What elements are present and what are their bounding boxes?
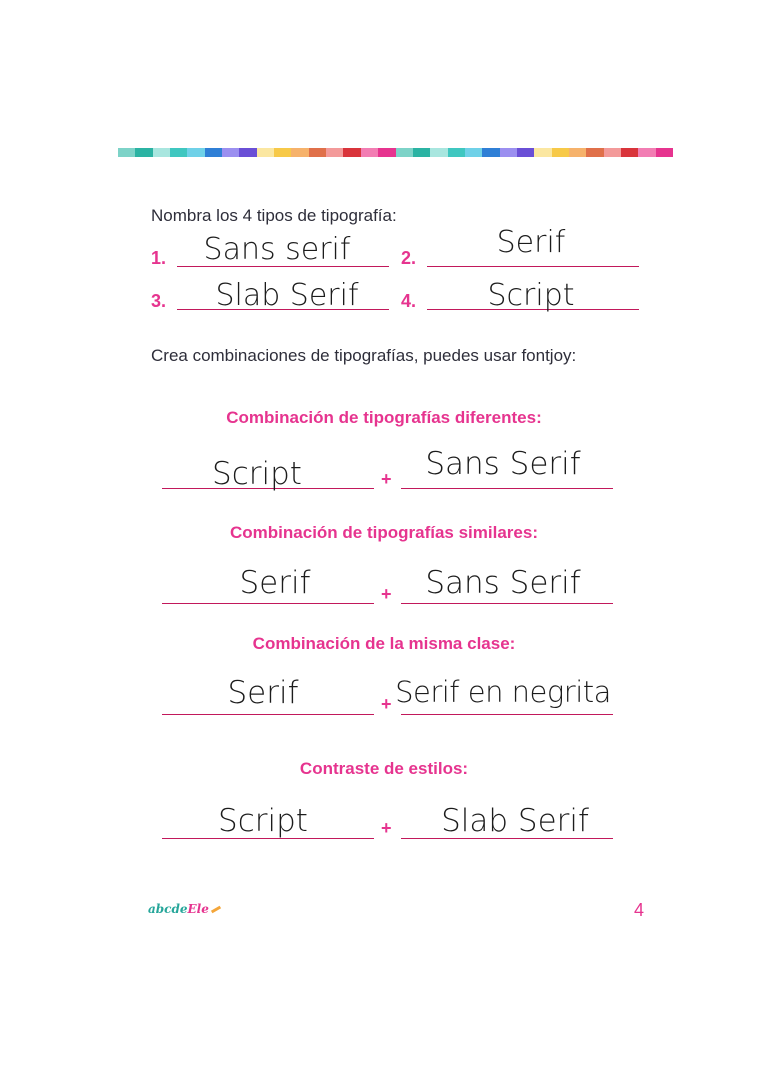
stripe-segment <box>343 148 360 157</box>
answer-text-1: Sans serif <box>203 232 351 267</box>
plus-sign-1: + <box>381 469 392 489</box>
combination-title-4: Contraste de estilos: <box>299 759 469 778</box>
stripe-segment <box>656 148 673 157</box>
answer-line-2 <box>427 266 639 267</box>
stripe-segment <box>413 148 430 157</box>
pencil-icon <box>211 906 221 914</box>
combination-right-text-4: Slab Serif <box>441 803 589 839</box>
plus-sign-2: + <box>381 584 392 604</box>
answer-text-4: Script <box>487 278 575 313</box>
combination-left-line-3 <box>162 714 374 715</box>
stripe-segment <box>326 148 343 157</box>
logo-text-part2: Ele <box>187 902 209 916</box>
combination-title-2: Combinación de tipografías similares: <box>230 523 538 542</box>
plus-sign-4: + <box>381 818 392 838</box>
answer-text-3: Slab Serif <box>215 278 359 313</box>
answer-number-2: 2. <box>401 248 417 268</box>
combination-title-3: Combinación de la misma clase: <box>252 634 516 653</box>
stripe-segment <box>170 148 187 157</box>
combination-left-text-4: Script <box>218 803 308 839</box>
stripe-segment <box>222 148 239 157</box>
stripe-segment <box>517 148 534 157</box>
stripe-segment <box>239 148 256 157</box>
stripe-segment <box>291 148 308 157</box>
stripe-segment <box>500 148 517 157</box>
combination-right-line-3 <box>401 714 613 715</box>
combination-left-text-2: Serif <box>239 565 311 601</box>
stripe-segment <box>309 148 326 157</box>
answer-number-3: 3. <box>151 291 167 311</box>
stripe-segment <box>482 148 499 157</box>
stripe-segment <box>361 148 378 157</box>
page-number: 4 <box>634 900 645 920</box>
logo-text-part1: abcde <box>148 902 188 916</box>
plus-sign-3: + <box>381 694 392 714</box>
combination-left-text-3: Serif <box>227 675 299 711</box>
stripe-segment <box>257 148 274 157</box>
combination-right-line-2 <box>401 603 613 604</box>
stripe-segment <box>187 148 204 157</box>
stripe-segment <box>430 148 447 157</box>
stripe-segment <box>396 148 413 157</box>
combination-right-text-3: Serif en negrita <box>395 675 611 709</box>
color-stripe-banner <box>118 148 673 157</box>
stripe-segment <box>153 148 170 157</box>
combination-right-text-2: Sans Serif <box>425 565 581 601</box>
combination-title-1: Combinación de tipografías diferentes: <box>226 408 542 427</box>
combination-right-line-1 <box>401 488 613 489</box>
combination-right-text-1: Sans Serif <box>425 446 581 482</box>
stripe-segment <box>586 148 603 157</box>
instruction-name-typefaces: Nombra los 4 tipos de tipografía: <box>151 206 397 225</box>
instruction-create-combinations: Crea combinaciones de tipografías, puedes usar fontjoy: <box>151 346 577 365</box>
stripe-segment <box>569 148 586 157</box>
stripe-segment <box>135 148 152 157</box>
stripe-segment <box>534 148 551 157</box>
stripe-segment <box>118 148 135 157</box>
stripe-segment <box>552 148 569 157</box>
answer-number-4: 4. <box>401 291 417 311</box>
answer-number-1: 1. <box>151 248 167 268</box>
combination-left-line-2 <box>162 603 374 604</box>
stripe-segment <box>638 148 655 157</box>
stripe-segment <box>604 148 621 157</box>
stripe-segment <box>465 148 482 157</box>
answer-text-2: Serif <box>496 225 566 260</box>
stripe-segment <box>205 148 222 157</box>
stripe-segment <box>274 148 291 157</box>
stripe-segment <box>621 148 638 157</box>
stripe-segment <box>448 148 465 157</box>
stripe-segment <box>378 148 395 157</box>
abcdeele-logo <box>148 902 221 916</box>
combination-left-text-1: Script <box>212 456 302 492</box>
